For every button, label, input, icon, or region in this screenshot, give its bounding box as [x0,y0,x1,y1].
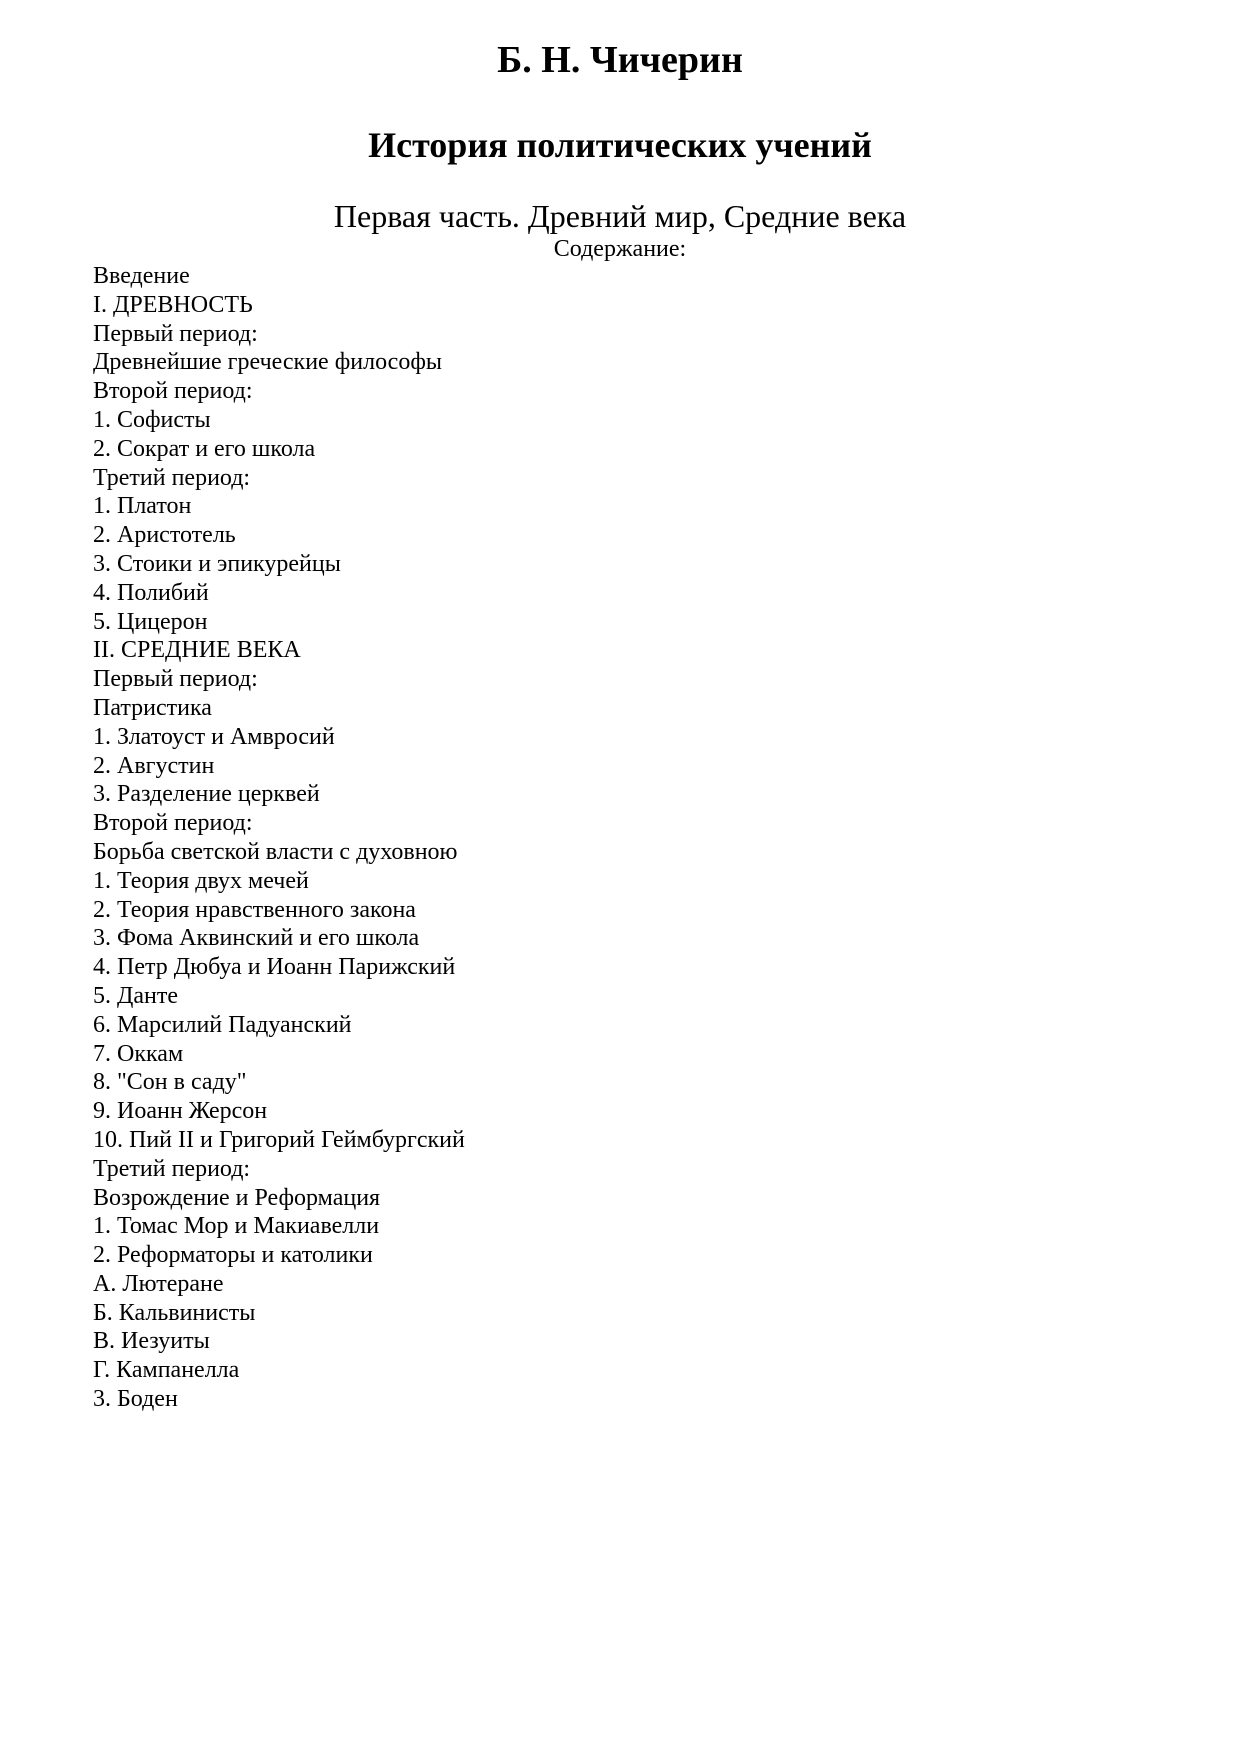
toc-entry: 1. Томас Мор и Макиавелли [93,1213,380,1240]
toc-entry: Второй период: [93,810,253,837]
toc-entry: 1. Платон [93,493,192,520]
toc-heading: Содержание: [553,236,687,262]
toc-entry: Возрождение и Реформация [93,1184,381,1211]
toc-entry: 2. Реформаторы и католики [93,1242,373,1269]
toc-entry: 3. Фома Аквинский и его школа [93,925,420,952]
toc-entry: Третий период: [93,464,251,491]
toc-entry: 4. Петр Дюбуа и Иоанн Парижский [93,954,456,981]
toc-entry: Первый период: [93,666,258,693]
toc-entry: 1. Златоуст и Амвросий [93,723,335,750]
toc-entry: 6. Марсилий Падуанский [93,1011,352,1038]
toc-entry: 2. Сократ и его школа [93,435,316,462]
toc-entry: 2. Августин [93,752,215,779]
author-name: Б. Н. Чичерин [497,39,743,81]
toc-entry: Борьба светской власти с духовною [93,838,458,865]
toc-entry: Введение [93,263,190,289]
toc-entry: 3. Разделение церквей [93,781,320,808]
toc-entry: Древнейшие греческие философы [93,349,442,376]
toc-entry: 2. Теория нравственного закона [93,896,416,923]
toc-entry: 4. Полибий [93,579,209,606]
book-title: История политических учений [368,125,872,165]
toc-entry: 3. Боден [93,1386,178,1413]
toc-entry: Первый период: [93,320,258,347]
toc-entry: 7. Оккам [93,1040,184,1067]
toc-entry: 1. Теория двух мечей [93,867,309,894]
toc-entry: 8. "Сон в саду" [93,1069,247,1096]
part-title: Первая часть. Древний мир, Средние века [333,198,907,234]
table-of-contents [93,262,465,1414]
toc-entry: 5. Данте [93,982,179,1009]
toc-entry: Г. Кампанелла [93,1357,240,1384]
toc-entry: Второй период: [93,378,253,405]
toc-entry: 9. Иоанн Жерсон [93,1098,268,1125]
toc-entry: Б. Кальвинисты [93,1299,256,1326]
toc-entry: 2. Аристотель [93,522,236,549]
toc-entry: 3. Стоики и эпикурейцы [93,550,341,577]
toc-entry: 10. Пий II и Григорий Геймбургский [93,1126,465,1153]
toc-entry: Третий период: [93,1155,251,1182]
toc-entry: Патристика [93,694,212,721]
toc-entry: В. Иезуиты [93,1328,210,1355]
toc-entry: I. ДРЕВНОСТЬ [93,291,253,318]
toc-entry: II. СРЕДНИЕ ВЕКА [93,637,301,664]
toc-entry: 5. Цицерон [93,608,208,635]
toc-entry: 1. Софисты [93,406,211,433]
toc-entry: А. Лютеране [93,1270,224,1297]
